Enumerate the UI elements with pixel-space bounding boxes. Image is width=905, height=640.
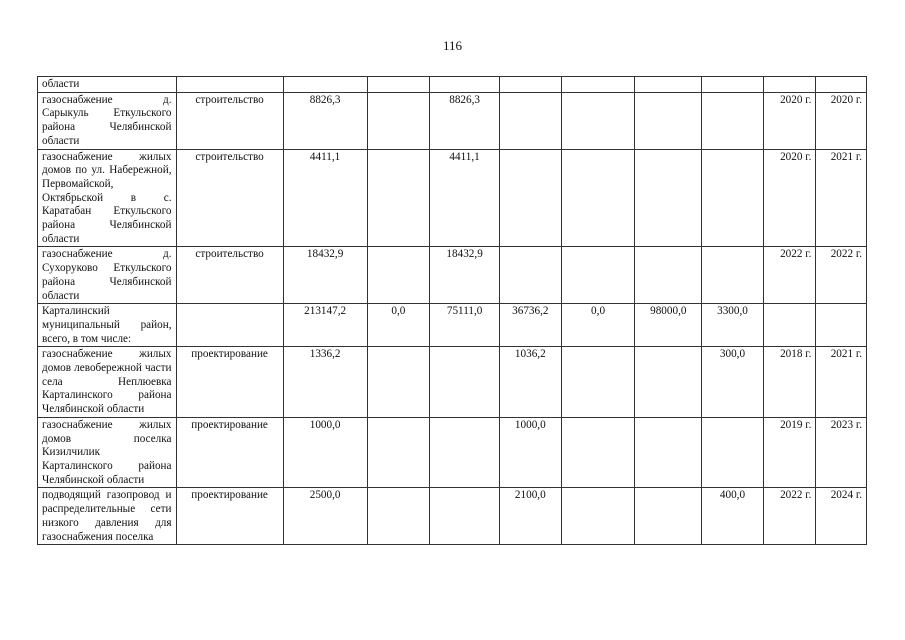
object-name-cell: газоснабжение жилых домов левобережной части села Неплюевка Карталинского района Челябинской области [38,347,177,418]
funding-col-4-cell [561,149,635,247]
funding-col-1-cell [367,417,430,488]
object-name-cell: области [38,77,177,93]
table-row [38,304,867,347]
funding-col-4-cell [561,247,635,304]
table-row [38,488,867,545]
work-type-cell: строительство [176,247,283,304]
object-name-cell: подводящий газопровод и распределительные сети низкого давления для газоснабжения поселка [38,488,177,545]
object-name-cell: газоснабжение жилых домов по ул. Набережной, Первомайской, Октябрьской в с. Каратабан Еткульского района Челябинской области [38,149,177,247]
funding-col-1-cell [367,347,430,418]
start-year-cell: 2022 г. [763,488,816,545]
total-cost-cell: 8826,3 [283,92,367,149]
object-name-cell: Карталинский муниципальный район, всего, в том числе: [38,304,177,347]
funding-col-1-cell [367,149,430,247]
funding-col-3-cell [499,77,561,93]
object-name-cell: газоснабжение д. Сухоруково Еткульского района Челябинской области [38,247,177,304]
total-cost-cell: 18432,9 [283,247,367,304]
funding-col-4-cell [561,488,635,545]
investment-table [37,76,867,545]
table-row [38,77,867,93]
funding-col-6-cell: 300,0 [702,347,764,418]
funding-col-2-cell: 75111,0 [430,304,500,347]
table-row [38,347,867,418]
funding-col-5-cell [635,92,702,149]
funding-col-3-cell [499,92,561,149]
funding-col-5-cell [635,417,702,488]
funding-col-1-cell [367,77,430,93]
funding-col-1-cell [367,488,430,545]
total-cost-cell: 4411,1 [283,149,367,247]
end-year-cell: 2020 г. [816,92,867,149]
end-year-cell: 2021 г. [816,347,867,418]
funding-col-3-cell [499,247,561,304]
work-type-cell [176,77,283,93]
funding-col-6-cell: 3300,0 [702,304,764,347]
funding-col-4-cell [561,77,635,93]
funding-col-2-cell [430,488,500,545]
funding-col-4-cell [561,417,635,488]
work-type-cell: строительство [176,149,283,247]
funding-col-5-cell [635,488,702,545]
end-year-cell [816,304,867,347]
funding-col-6-cell [702,149,764,247]
funding-col-3-cell: 2100,0 [499,488,561,545]
funding-col-2-cell [430,347,500,418]
table-row [38,92,867,149]
total-cost-cell: 1336,2 [283,347,367,418]
start-year-cell [763,304,816,347]
end-year-cell: 2022 г. [816,247,867,304]
start-year-cell: 2019 г. [763,417,816,488]
work-type-cell: проектирование [176,417,283,488]
funding-col-4-cell [561,92,635,149]
table-row [38,149,867,247]
funding-col-5-cell [635,77,702,93]
funding-col-3-cell: 1036,2 [499,347,561,418]
total-cost-cell [283,77,367,93]
total-cost-cell: 1000,0 [283,417,367,488]
start-year-cell: 2018 г. [763,347,816,418]
funding-col-2-cell: 4411,1 [430,149,500,247]
table-row [38,247,867,304]
work-type-cell: строительство [176,92,283,149]
funding-col-2-cell: 18432,9 [430,247,500,304]
work-type-cell: проектирование [176,347,283,418]
funding-col-2-cell [430,77,500,93]
start-year-cell: 2020 г. [763,92,816,149]
funding-col-3-cell: 1000,0 [499,417,561,488]
start-year-cell: 2020 г. [763,149,816,247]
funding-col-1-cell [367,92,430,149]
funding-col-6-cell [702,92,764,149]
start-year-cell: 2022 г. [763,247,816,304]
funding-col-6-cell [702,77,764,93]
end-year-cell: 2021 г. [816,149,867,247]
funding-col-5-cell [635,347,702,418]
object-name-cell: газоснабжение д. Сарыкуль Еткульского района Челябинской области [38,92,177,149]
funding-col-2-cell: 8826,3 [430,92,500,149]
funding-col-1-cell: 0,0 [367,304,430,347]
page-number: 116 [442,38,463,53]
funding-col-2-cell [430,417,500,488]
funding-col-6-cell: 400,0 [702,488,764,545]
end-year-cell: 2023 г. [816,417,867,488]
work-type-cell [176,304,283,347]
end-year-cell: 2024 г. [816,488,867,545]
start-year-cell [763,77,816,93]
funding-col-6-cell [702,417,764,488]
object-name-cell: газоснабжение жилых домов поселка Кизилчилик Карталинского района Челябинской области [38,417,177,488]
funding-col-3-cell: 36736,2 [499,304,561,347]
work-type-cell: проектирование [176,488,283,545]
end-year-cell [816,77,867,93]
funding-col-4-cell [561,347,635,418]
funding-col-4-cell: 0,0 [561,304,635,347]
table-row [38,417,867,488]
funding-col-3-cell [499,149,561,247]
funding-col-6-cell [702,247,764,304]
funding-col-5-cell [635,149,702,247]
funding-col-5-cell [635,247,702,304]
total-cost-cell: 213147,2 [283,304,367,347]
funding-col-1-cell [367,247,430,304]
funding-col-5-cell: 98000,0 [635,304,702,347]
total-cost-cell: 2500,0 [283,488,367,545]
